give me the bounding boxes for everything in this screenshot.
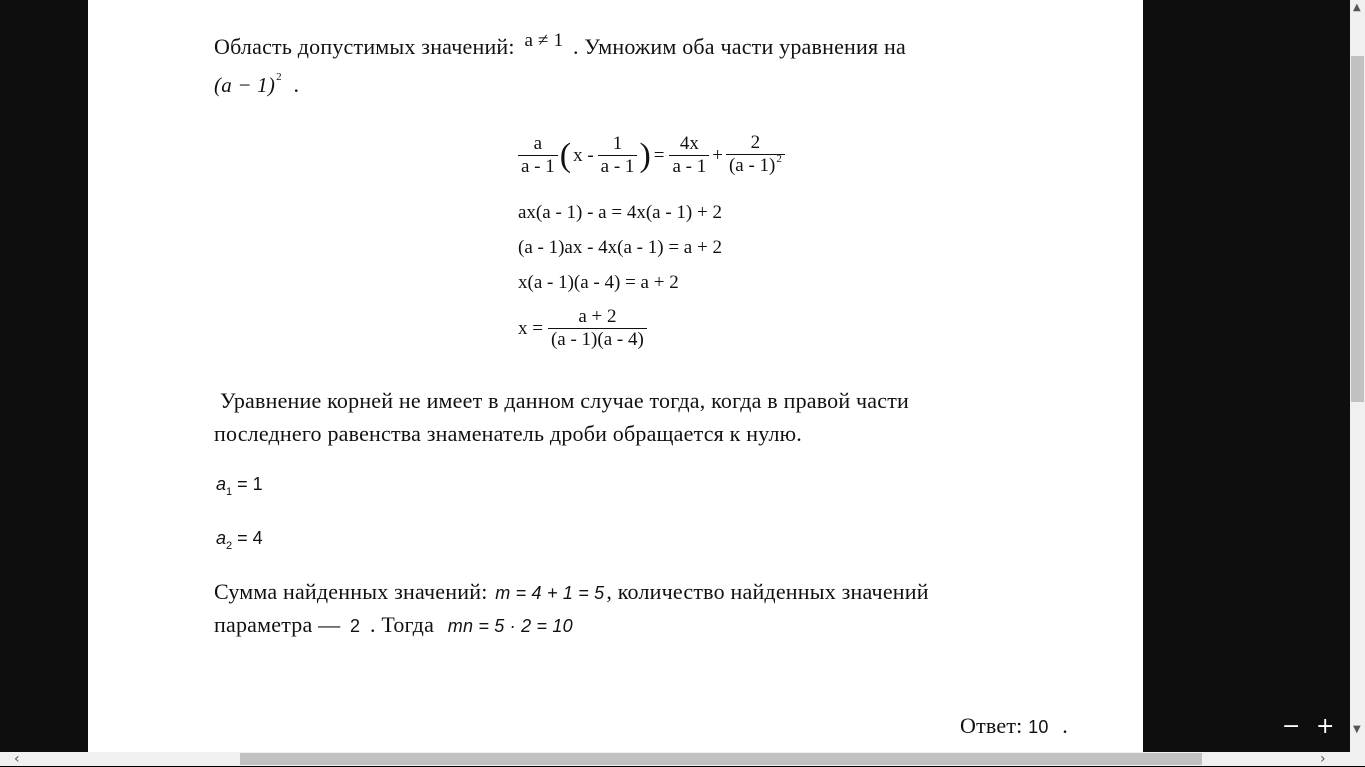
paragraph-no-roots-line-2: последнего равенства знаменатель дроби обращается к нулю. xyxy=(214,421,802,446)
paren-open: ( xyxy=(559,136,572,174)
subscript: 1 xyxy=(226,486,233,498)
fraction-denominator: a - 1 xyxy=(598,155,638,178)
zoom-in-button[interactable]: + xyxy=(1316,714,1335,739)
scroll-left-icon[interactable]: ‹ xyxy=(14,751,20,767)
answer xyxy=(960,713,1068,739)
subscript: 2 xyxy=(226,540,233,552)
formula-mn: mn = 5 · 2 = 10 xyxy=(447,616,573,636)
value-a2 xyxy=(216,528,263,552)
equation-2: ax(a - 1) - a = 4x(a - 1) + 2 xyxy=(518,202,722,223)
horizontal-scroll-thumb[interactable] xyxy=(240,753,1202,765)
answer-dot: . xyxy=(1062,713,1068,738)
fraction-denominator: (a - 1)(a - 4) xyxy=(548,328,647,351)
text-multiply: . Умножим оба части уравнения на xyxy=(573,34,906,59)
fraction-numerator: 2 xyxy=(750,132,761,153)
fraction-2-over-a-1-squared xyxy=(726,132,785,179)
vertical-scroll-thumb[interactable] xyxy=(1351,56,1364,402)
scroll-down-icon[interactable]: ▼ xyxy=(1353,724,1361,735)
vertical-scrollbar[interactable] xyxy=(1350,0,1365,752)
fraction-denominator: a - 1 xyxy=(518,155,558,178)
answer-value: 10 xyxy=(1028,717,1049,737)
fraction-numerator: 1 xyxy=(612,133,623,154)
var-a: a xyxy=(216,474,227,494)
zoom-out-button[interactable]: − xyxy=(1282,714,1301,739)
text-domain-label: Область допустимых значений: xyxy=(214,34,515,59)
document-page xyxy=(88,0,1143,752)
equation-4: x(a - 1)(a - 4) = a + 2 xyxy=(518,272,679,293)
formula-odz: a ≠ 1 xyxy=(524,30,564,51)
paragraph-domain xyxy=(214,30,906,60)
denominator-exponent: 2 xyxy=(776,153,782,165)
formula-multiplier xyxy=(214,72,299,98)
equation-1 xyxy=(516,132,787,179)
text-then: . Тогда xyxy=(369,612,435,637)
scroll-right-icon[interactable]: › xyxy=(1320,751,1326,767)
fraction-a-over-a-1 xyxy=(518,133,558,178)
value-a1 xyxy=(216,474,263,498)
paragraph-param xyxy=(214,612,573,638)
horizontal-scrollbar[interactable] xyxy=(0,752,1365,766)
paragraph-no-roots-line-1: Уравнение корней не имеет в данном случае тогда, когда в правой части xyxy=(220,388,910,413)
viewer-background-right xyxy=(1143,0,1350,752)
fraction-4x-over-a-1 xyxy=(669,133,709,178)
viewer-background-left xyxy=(0,0,88,752)
fraction-numerator: 4x xyxy=(679,133,699,154)
text-count: , количество найденных значений xyxy=(606,579,929,604)
fraction-numerator: a xyxy=(533,133,543,154)
fraction-denominator xyxy=(726,154,785,179)
fraction-1-over-a-1 xyxy=(598,133,638,178)
term-x-minus: x - xyxy=(573,144,594,166)
equation-5 xyxy=(518,306,649,351)
var-a: a xyxy=(216,528,227,548)
multiplier-base: (a − 1) xyxy=(214,73,276,97)
text-param-label: параметра — xyxy=(214,612,341,637)
paren-close: ) xyxy=(639,136,651,174)
equation-3: (a - 1)ax - 4x(a - 1) = a + 2 xyxy=(518,237,722,258)
eq5-lhs: x = xyxy=(518,317,543,339)
answer-label: Ответ: xyxy=(960,713,1023,738)
scroll-up-icon[interactable]: ▲ xyxy=(1353,2,1361,13)
paragraph-sum xyxy=(214,579,929,605)
fraction-denominator: a - 1 xyxy=(669,155,709,178)
fraction-numerator: a + 2 xyxy=(578,306,617,327)
param-count-value: 2 xyxy=(350,616,361,636)
rhs: = 1 xyxy=(237,474,263,494)
formula-m xyxy=(495,583,604,603)
rhs: = 4 xyxy=(237,528,263,548)
fraction-result xyxy=(548,306,647,351)
denominator-base: (a - 1) xyxy=(728,155,776,176)
formula-m-text: m = 4 + 1 = 5 xyxy=(495,583,605,603)
text-sum-label: Сумма найденных значений: xyxy=(214,579,488,604)
multiplier-dot: . xyxy=(293,72,300,97)
multiplier-exponent: 2 xyxy=(276,71,282,83)
equals-sign: = xyxy=(653,144,665,166)
plus-sign: + xyxy=(712,144,723,166)
